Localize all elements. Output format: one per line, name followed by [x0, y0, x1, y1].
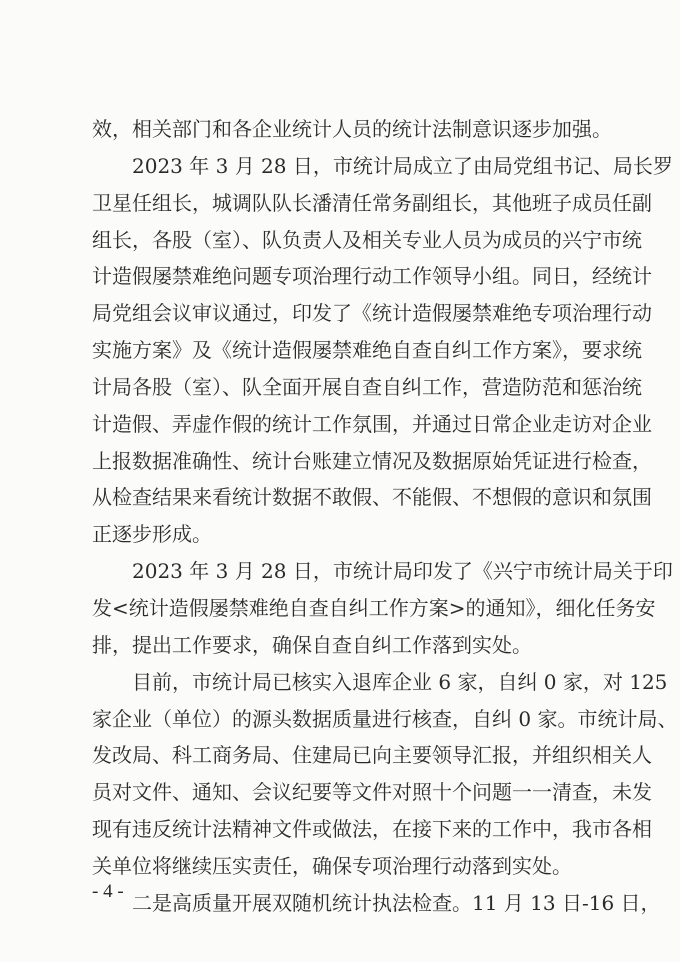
text-line: 员对文件、通知、会议纪要等文件对照十个问题一一清查，未发	[92, 780, 652, 805]
text-line: 上报数据准确性、统计台账建立情况及数据原始凭证进行检查，	[92, 448, 652, 473]
text-line: 实施方案》及《统计造假屡禁难绝自查自纠工作方案》，要求统	[92, 338, 642, 363]
text-line: 现有违反统计法精神文件或做法，在接下来的工作中，我市各相	[92, 817, 652, 842]
text-line: 从检查结果来看统计数据不敢假、不能假、不想假的意识和氛围	[92, 485, 652, 510]
text-line: 2023 年 3 月 28 日，市统计局印发了《兴宁市统计局关于印	[132, 559, 673, 584]
paragraph	[92, 553, 673, 664]
text-line: 发<统计造假屡禁难绝自查自纠工作方案>的通知》，细化任务安	[92, 595, 656, 620]
text-line: 计局各股（室）、队全面开展自查自纠工作，营造防范和惩治统	[92, 374, 642, 399]
paragraph	[92, 148, 673, 553]
text-line: 效，相关部门和各企业统计人员的统计法制意识逐步加强。	[92, 117, 612, 141]
text-line: 目前，市统计局已核实入退库企业 6 家，自纠 0 家，对 125	[132, 669, 668, 694]
text-line: 计造假、弄虚作假的统计工作氛围，并通过日常企业走访对企业	[92, 411, 652, 436]
text-line: 家企业（单位）的源头数据质量进行核查，自纠 0 家。市统计局、	[92, 706, 678, 731]
text-line: 计造假屡禁难绝问题专项治理行动工作领导小组。同日，经统计	[92, 264, 652, 289]
page-number: - 4 -	[92, 881, 124, 902]
paragraph	[92, 664, 678, 885]
text-line: 卫星任组长，城调队队长潘清任常务副组长，其他班子成员任副	[92, 190, 652, 215]
paragraph	[92, 885, 661, 922]
document-body	[92, 111, 678, 922]
text-line: 二是高质量开展双随机统计执法检查。11 月 13 日-16 日，	[132, 890, 661, 915]
text-line: 局党组会议审议通过，印发了《统计造假屡禁难绝专项治理行动	[92, 301, 652, 326]
text-line: 关单位将继续压实责任，确保专项治理行动落到实处。	[92, 853, 572, 878]
paragraph	[92, 111, 612, 148]
text-line: 正逐步形成。	[92, 522, 212, 547]
text-line: 组长，各股（室）、队负责人及相关专业人员为成员的兴宁市统	[92, 227, 642, 252]
text-line: 2023 年 3 月 28 日，市统计局成立了由局党组书记、局长罗	[132, 153, 673, 178]
text-line: 发改局、科工商务局、住建局已向主要领导汇报，并组织相关人	[92, 743, 652, 768]
text-line: 排，提出工作要求，确保自查自纠工作落到实处。	[92, 632, 532, 657]
